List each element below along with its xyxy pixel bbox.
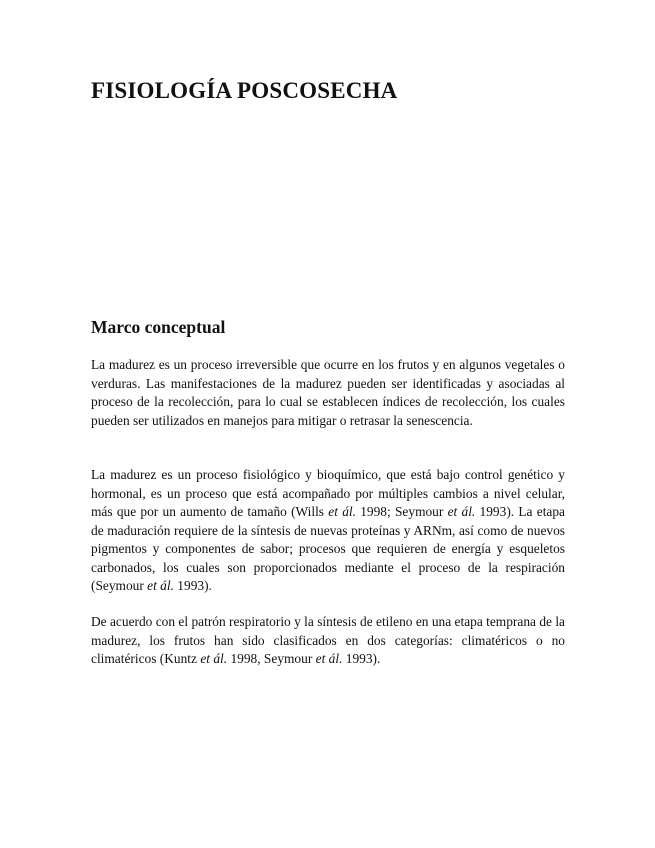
document-title: FISIOLOGÍA POSCOSECHA [91,78,398,103]
section-heading: Marco conceptual [91,317,226,337]
paragraph-text: 1993). [342,651,381,666]
paragraph-madurez-definicion: La madurez es un proceso irreversible que ocurre en los frutos y en algunos vegetales o verduras. Las manifestaciones de la madurez pueden ser identificadas y asociadas al proceso de la recolección, para lo cual se establecen índices de recolección, los cuales pueden ser utilizados en manejos para mitigar o retrasar la senescencia. [91,357,565,428]
paragraph-text: 1998, Seymour [227,651,316,666]
paragraph-text: De acuerdo con el patrón respiratorio y la síntesis de etileno en una etapa temprana de la madurez, los frutos han sido clasificados en dos categorías: climatéricos o no climatéricos (Kuntz [91,614,565,666]
paragraph-madurez-proceso [91,466,565,596]
paragraph-text: 1998; Seymour [355,504,448,519]
paragraph-text: 1993). [173,578,212,593]
citation-et-al: et ál. [315,651,343,666]
citation-et-al: et ál. [328,504,356,519]
citation-et-al: et ál. [447,504,476,519]
paragraph-clasificacion [91,613,565,669]
citation-et-al: et ál. [200,651,228,666]
paragraph-text: La madurez es un proceso fisiológico y bioquímico, que está bajo control genético y hormonal, es un proceso que está acompañado por múltiples cambios a nivel celular, más que por un aumento de tamaño (Wills [91,467,565,519]
citation-et-al: et ál. [147,578,174,593]
paragraph-text: 1993). La etapa de maduración requiere de la síntesis de nuevas proteínas y ARNm, así como de nuevos pigmentos y componentes de sabor; procesos que requieren de energía y esqueletos carbonados, los cuales son proporcionados mediante el proceso de la respiración (Seymour [91,504,565,593]
